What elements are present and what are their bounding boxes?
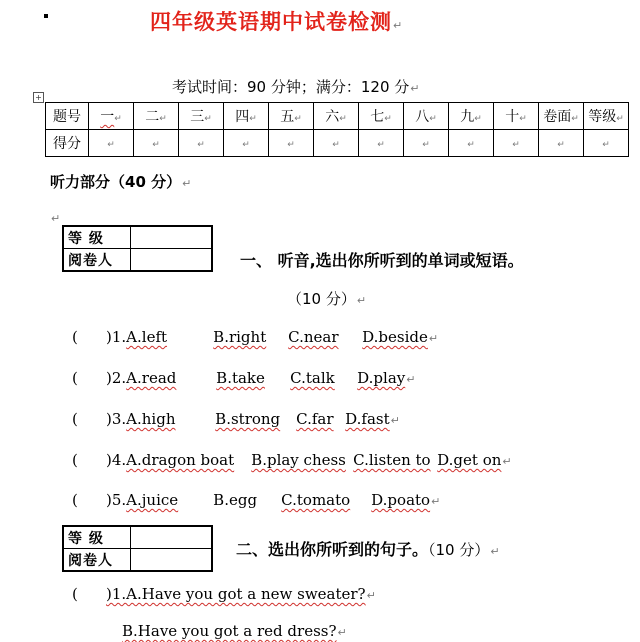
section2-question-1: ( )1.A.Have you got a new sweater?↵: [72, 585, 376, 603]
score-cell[interactable]: ↵: [179, 130, 224, 157]
score-header-cell: 八↵: [404, 103, 449, 130]
question-1: ( )1.A.left B.right C.near D.beside↵: [72, 328, 439, 346]
question-3: ( )3.A.high B.strong C.far D.fast↵: [72, 410, 400, 428]
score-header-cell: 题号: [46, 103, 89, 130]
question-5: ( )5.A.juice B.egg C.tomato D.poato↵: [72, 491, 441, 509]
score-cell[interactable]: ↵: [89, 130, 134, 157]
score-cell[interactable]: ↵: [269, 130, 314, 157]
reviewer-input-cell[interactable]: [131, 549, 213, 572]
page-title: [150, 6, 403, 36]
paragraph-mark-icon: ↵: [182, 177, 192, 190]
reviewer-label: 阅卷人: [63, 549, 131, 572]
score-cell[interactable]: ↵: [134, 130, 179, 157]
section2-title: 二、选出你所听到的句子。（10 分）↵: [236, 540, 500, 559]
paragraph-mark-icon: ↵: [51, 212, 61, 225]
exam-info: [172, 76, 419, 97]
grade-box-1: [62, 225, 213, 272]
question-2: ( )2.A.read B.take C.talk D.play↵: [72, 369, 416, 387]
reviewer-input-cell[interactable]: [131, 249, 213, 272]
score-header-cell: 九↵: [449, 103, 494, 130]
grade-box-2: [62, 525, 213, 572]
listening-heading: 听力部分（40 分）↵: [50, 173, 192, 191]
exam-info-text: 考试时间：90 分钟；满分：120 分: [172, 78, 410, 96]
score-table: [45, 102, 629, 157]
score-header-cell: 等级↵: [584, 103, 629, 130]
score-header-cell: 五↵: [269, 103, 314, 130]
score-header-cell: 七↵: [359, 103, 404, 130]
score-header-cell: 六↵: [314, 103, 359, 130]
paragraph-mark-icon: ↵: [393, 19, 404, 32]
grade-input-cell[interactable]: [131, 226, 213, 249]
table-move-handle-icon[interactable]: +: [33, 92, 44, 103]
section2-question-1-option-b: B.Have you got a red dress?↵: [122, 622, 347, 640]
score-table-header-row: [46, 103, 629, 130]
score-cell[interactable]: ↵: [404, 130, 449, 157]
section1-title: 一、 听音,选出你所听到的单词或短语。: [240, 251, 524, 270]
score-cell[interactable]: ↵: [584, 130, 629, 157]
grade-label: 等 级: [63, 526, 131, 549]
paragraph-mark-icon: ↵: [356, 294, 367, 307]
score-cell[interactable]: ↵: [224, 130, 269, 157]
score-header-cell: 三↵: [179, 103, 224, 130]
score-cell[interactable]: ↵: [449, 130, 494, 157]
question-4: ( )4.A.dragon boat B.play chess C.listen to D.get on↵: [72, 451, 512, 469]
score-header-cell: 卷面↵: [539, 103, 584, 130]
score-table-score-row: [46, 130, 629, 157]
section1-points: （10 分）↵: [287, 290, 367, 308]
score-header-cell: 二↵: [134, 103, 179, 130]
score-cell[interactable]: ↵: [314, 130, 359, 157]
score-header-cell: 十↵: [494, 103, 539, 130]
score-row-label: 得分: [46, 130, 89, 157]
reviewer-label: 阅卷人: [63, 249, 131, 272]
score-cell[interactable]: ↵: [539, 130, 584, 157]
grade-input-cell[interactable]: [131, 526, 213, 549]
score-header-cell: 四↵: [224, 103, 269, 130]
score-cell[interactable]: ↵: [494, 130, 539, 157]
paragraph-mark-icon: ↵: [410, 82, 420, 95]
score-header-cell: 一↵: [89, 103, 134, 130]
bullet-dot: [44, 14, 48, 18]
grade-label: 等 级: [63, 226, 131, 249]
title-text: 四年级英语期中试卷检测: [150, 9, 392, 34]
score-cell[interactable]: ↵: [359, 130, 404, 157]
